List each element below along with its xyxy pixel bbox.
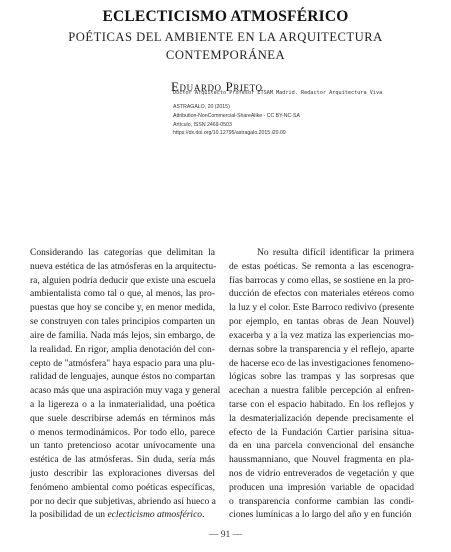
issn: Artículo, ISSN 2469-0503 <box>173 121 232 128</box>
text-line: puestas que hoy se concibe y, en menor medida, <box>30 302 215 314</box>
text-line: ralidad de lenguajes, aunque éstos no compartan <box>30 371 215 383</box>
text-line: da en una parcela convencional del ensanche <box>229 440 414 452</box>
doi-link[interactable]: https://dx.doi.org/10.12795/astragalo.2015.i20.09 <box>173 130 286 137</box>
text-line: acaso más que una aspiración muy vaga y general <box>30 385 221 397</box>
text-line: exacerba y a la vez matiza las experiencias mo- <box>229 329 414 341</box>
text-line: de estas poéticas. Se remonta a las escenogra- <box>229 260 414 272</box>
publication-metadata <box>173 103 300 138</box>
text-line: por no decir que subjetivas, abriendo así hueco a <box>30 495 216 507</box>
text-line: efecto de la Fundación Cartier parisina situa- <box>229 426 414 438</box>
subtitle-line: POÉTICAS DEL AMBIENTE EN LA ARQUITECTURA <box>68 30 383 44</box>
text-line: lógicas sobre las trampas y las sorpresas que <box>229 371 414 383</box>
text-line: que suele describirse además en términos más <box>30 412 215 424</box>
text-line: un tanto pretencioso acotar unívocamente una <box>30 440 215 452</box>
text-line: o menos termodinámicos. Por todo ello, parece <box>30 426 215 438</box>
text-line: ducción de efectos con materiales etéreos como <box>229 288 414 300</box>
body-column-right <box>229 246 414 522</box>
author-affiliation: Doctor Arquitecto Profesor ETSAM Madrid. Redactor Arquitectura Viva <box>173 90 383 96</box>
text-line: ciones lumínicas a lo largo del año y en función <box>229 509 412 521</box>
italic-term: eclecticismo atmosférico <box>107 509 203 521</box>
text-line: aire de familia. Nada más lejos, sin embargo, de <box>30 329 215 341</box>
text-line: a la ligereza o a la inmaterialidad, una poética <box>30 398 215 410</box>
text-line: fías barrocas y como ellas, se sostiene en la pro- <box>229 274 414 286</box>
text-line: nos de vidrio entreverados de vegetación y que <box>229 468 414 479</box>
text-line: Considerando las categorías que delimitan la <box>30 247 215 258</box>
text-line: o transparencia conforme cambian las condi- <box>229 495 414 507</box>
text-line: la realidad. En rigor, amplia denotación del con- <box>30 343 215 355</box>
text-line: acechan a nuestra falible percepción al enfren- <box>229 385 414 397</box>
text-line: estética de las atmósferas. Sin duda, sería más <box>30 454 215 466</box>
author-name: Eduardo Prieto <box>171 79 263 94</box>
text-line: ambientalista como tal o que, al menos, las pro- <box>30 288 215 300</box>
article-subtitle <box>60 29 391 64</box>
text-line: nueva estética de las atmósferas en la arquitectu- <box>30 260 217 272</box>
text-line: fenómeno ambiental como poéticas específicas, <box>30 481 215 493</box>
text-line: la desmaterialización depende precisamente el <box>229 412 414 424</box>
subtitle-line: CONTEMPORÁNEA <box>165 47 286 62</box>
text-line: No resulta difícil identificar la primera <box>257 247 414 258</box>
page-number: — 91 — <box>208 530 243 540</box>
text-line: tarse con el espacio habitado. En los reflejos y <box>229 398 414 410</box>
body-column-left <box>30 246 221 522</box>
text-line: por ejemplo, en tantas obras de Jean Nouvel) <box>229 316 414 328</box>
text-line: se construyen con tales principios comparten un <box>30 316 215 328</box>
text-line: dernas sobre la transparencia y el reflejo, aparte <box>229 343 414 355</box>
license: Attribution-NonCommercial-ShareAlike - CC BY-NC-SA <box>173 112 300 119</box>
text-line: justo describir las exploraciones diversas del <box>30 468 215 479</box>
text-line: la posibilidad de un eclecticismo atmosférico. <box>30 509 205 521</box>
text-line: ra, alguien podría deducir que existe una escuela <box>30 274 216 286</box>
article-title: ECLECTICISMO ATMOSFÉRICO <box>102 8 349 25</box>
text-line: la luz y el color. Este Barroco redivivo (presente <box>229 302 414 314</box>
sentence-end: . <box>202 509 205 521</box>
text-line: de hacerse eco de las investigaciones fenomeno- <box>229 357 415 369</box>
text-line: haussmanniano, que Nouvel fragmenta en pla- <box>229 454 414 466</box>
text-line: producen una impresión variable de opacidad <box>229 481 414 493</box>
text-line: cepto de "atmósfera" haya espacio para una plu- <box>30 357 215 369</box>
journal-issue: ASTRAGALO, 20 (2015) <box>173 104 230 110</box>
